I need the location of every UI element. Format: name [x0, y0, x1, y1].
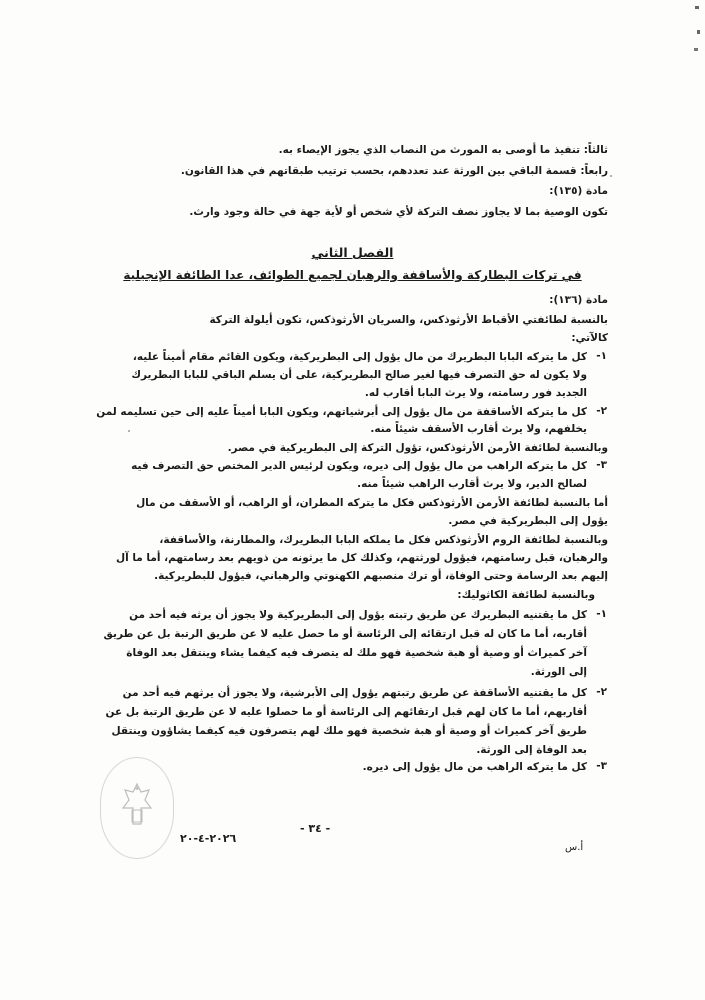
armenian-line-2b: يؤول إلى البطريركية في مصر.: [448, 515, 608, 527]
catholic-item-3-line-1: كل ما يتركه الراهب من مال يؤول إلى ديره.: [362, 761, 587, 773]
chapter-subtitle: في تركات البطاركة والأساقفة والرهبان لجميع الطوائف، عدا الطائفة الإنجيلية: [123, 268, 582, 282]
catholic-item-1-line-1: كل ما يقتنيه البطريرك عن طريق رتبته يؤول إلى البطريركية ولا يجوز أن يرثه فيه أحد من: [129, 609, 587, 621]
catholic-item-2-line-4: بعد الوفاة إلى الورثة.: [476, 744, 587, 756]
catholic-item-2-line-1: كل ما يقتنيه الأساقفة عن طريق رتبتهم يؤول إلى الأبرشية، ولا يجوز أن يرثهم فيه أحد من: [122, 687, 587, 699]
article-135-text: تكون الوصية بما لا يجاوز نصف التركة لأي شخص أو لأية جهة في حالة وجود وارث.: [189, 206, 608, 218]
roman-line-3: إليهم بعد الرسامة وحتى الوفاة، أو ترك منصبهم الكهنوتي والرهباني، فيؤول للبطريركية.: [154, 570, 608, 582]
intro-line-2: كالآتي:: [571, 332, 608, 344]
item-3-line-1: كل ما يتركه الراهب من مال يؤول إلى ديره، ويكون لرئيس الدير المختص حق التصرف فيه: [131, 460, 587, 472]
article-135-heading: مادة (١٣٥):: [549, 185, 608, 197]
catholic-item-1-number: ١-: [596, 608, 607, 620]
catholic-item-2-line-2: أقاربهم، أما ما كان لهم قبل ارتقائهم إلى الرئاسة أو ما حصلوا عليه لا عن طريق الرتبة بل عن: [105, 706, 587, 718]
roman-line-1: وبالنسبة لطائفة الروم الأرثوذكس فكل ما يملكه البابا البطريرك، والمطارنة، والأساقفة،: [159, 534, 608, 546]
item-1-number: ١-: [596, 350, 607, 362]
item-2-line-2: يخلفهم، ولا يرث أقارب الأسقف شيئاً منه.: [370, 423, 587, 435]
roman-line-2: والرهبان، قبل رسامتهم، فيؤول لورثتهم، وكذلك كل ما يرثونه من ذويهم بعد رسامتهم، أما ما آل: [115, 552, 608, 564]
item-1-line-2: ولا يكون له حق التصرف فيها لغير صالح البطريركية، على أن يسلم الباقي للبابا البطريرك: [131, 369, 587, 381]
catholic-item-2-number: ٢-: [596, 686, 607, 698]
catholic-item-2-line-3: طريق آخر كميراث أو وصية أو هبة شخصية فهو ملك لهم يتصرفون فيه كيفما يشاؤون وينتقل: [111, 725, 587, 737]
chapter-title: الفصل الثاني: [311, 245, 394, 260]
catholic-item-3-number: ٣-: [596, 760, 607, 772]
item-2-line-1: كل ما يتركه الأساقفة من مال يؤول إلى أبرشياتهم، ويكون البابا أميناً عليه إلى حين تسليمه لمن: [96, 406, 587, 418]
intro-line-1: بالنسبة لطائفتي الأقباط الأرثوذكس، والسريان الأرثوذكس، تكون أيلولة التركة: [209, 314, 608, 326]
catholic-item-1-line-4: إلى الورثة.: [530, 666, 587, 678]
item-2-number: ٢-: [596, 405, 607, 417]
stamp-date: ٢٠٢٦-٤-٢٠: [180, 832, 237, 845]
armenian-line-2a: أما بالنسبة لطائفة الأرمن الأرثوذكس فكل ما يتركه المطران، أو الراهب، أو الأسقف من مال: [136, 497, 608, 509]
scan-speck: [128, 430, 130, 432]
catholic-item-1-line-3: آخر كميراث أو وصية أو هبة شخصية فهو ملك له يتصرف فيه كيفما يشاء وينتقل بعد الوفاة: [126, 647, 587, 659]
armenian-line-1: وبالنسبة لطائفة الأرمن الأرثوذكس، تؤول التركة إلى البطريركية في مصر.: [227, 442, 608, 454]
signature-initials: أ.س: [565, 842, 584, 853]
item-3-line-2: لصالح الدير، ولا يرث أقارب الراهب شيئاً منه.: [357, 478, 587, 490]
article-136-heading: مادة (١٣٦):: [549, 294, 608, 306]
eagle-emblem-icon: [119, 780, 155, 830]
official-seal: [100, 757, 174, 859]
item-1-line-1: كل ما يتركه البابا البطريرك من مال يؤول إلى البطريركية، ويكون القائم مقام أميناً عليه،: [132, 351, 587, 363]
line-fourth: رابعاً: قسمة الباقي بين الورثة عند تعددهم، بحسب ترتيب طبقاتهم في هذا القانون.: [180, 165, 608, 177]
page-number: - ٣٤ -: [300, 822, 331, 835]
line-third: ثالثاً: تنفيذ ما أوصى به المورث من النصاب الذي يجوز الإيصاء به.: [278, 144, 608, 156]
scan-speck: [610, 175, 612, 177]
item-1-line-3: الجديد فور رسامته، ولا يرث البابا أقارب له.: [364, 387, 587, 399]
item-3-number: ٣-: [596, 459, 607, 471]
catholic-intro: وبالنسبة لطائفة الكاثوليك:: [457, 589, 595, 601]
catholic-item-1-line-2: أقاربه، أما ما كان له قبل ارتقائه إلى الرئاسة أو ما حصل عليه لا عن طريق الرتبة بل عن طريق: [103, 628, 587, 640]
corner-marks-icon: [665, 0, 705, 70]
